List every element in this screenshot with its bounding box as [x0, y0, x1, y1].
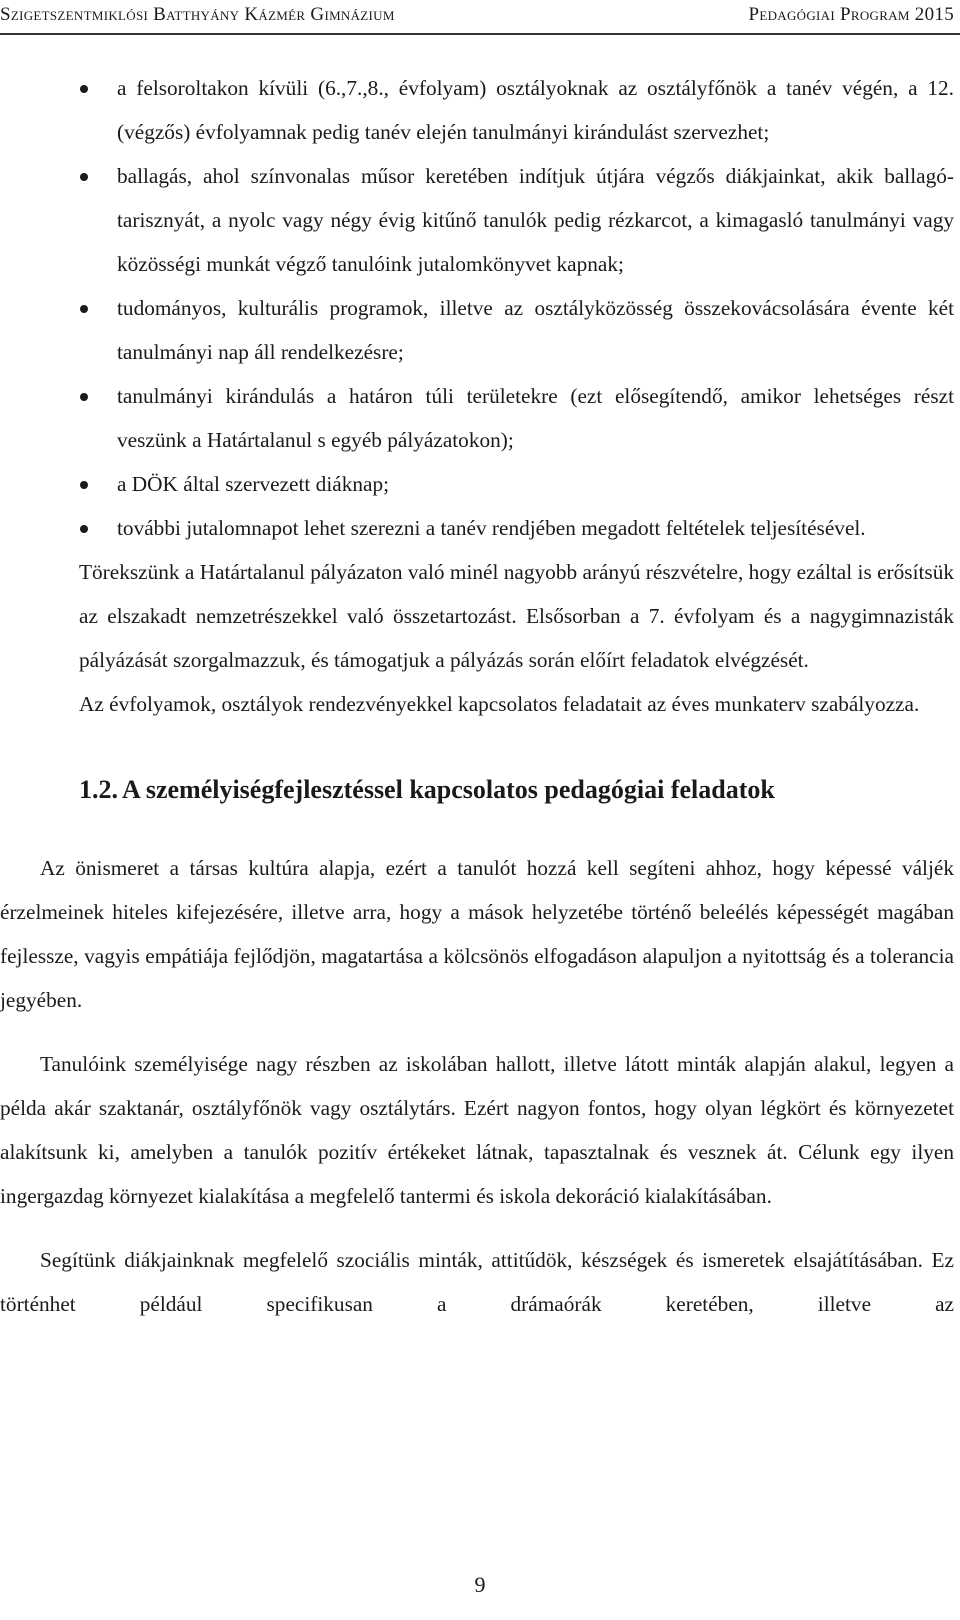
bullet-icon: [80, 173, 88, 181]
list-item-text: a DÖK által szervezett diáknap;: [117, 472, 390, 496]
bullet-icon: [80, 393, 88, 401]
section-body: [0, 846, 960, 1326]
list-item: [0, 506, 960, 550]
header-document-title: Pedagógiai Program 2015: [748, 4, 954, 25]
section-heading: [79, 768, 960, 812]
list-item: [0, 66, 960, 154]
bullet-icon: [80, 305, 88, 313]
paragraph: Törekszünk a Határtalanul pályázaton való minél nagyobb arányú részvételre, hogy ezáltal is erősítsük az elszakadt nemzetrészekkel való összetartozást. Elsősorban a 7. évfolyam és a nagygimnazisták pályázását szorgalmazzuk, és támogatjuk a pályázás során előírt feladatok elvégzését.: [79, 560, 954, 672]
bullet-list: [0, 66, 960, 550]
list-item-text: tudományos, kulturális programok, illetve az osztályközösség összekovácsolására évente két tanulmányi nap áll rendelkezésre;: [117, 296, 954, 364]
header-rule: [0, 33, 960, 35]
page-number: 9: [474, 1572, 486, 1597]
bullet-icon: [80, 85, 88, 93]
header-school-name: Szigetszentmiklósi Batthyány Kázmér Gimnázium: [0, 4, 395, 25]
section-title: A személyiségfejlesztéssel kapcsolatos pedagógiai feladatok: [122, 775, 775, 804]
list-item-text: tanulmányi kirándulás a határon túli területekre (ezt elősegítendő, amikor lehetséges részt veszünk a Határtalanul s egyéb pályázatokon);: [117, 384, 954, 452]
paragraph: Az önismeret a társas kultúra alapja, ezért a tanulót hozzá kell segíteni ahhoz, hogy képessé váljék érzelmeinek hiteles kifejezésére, illetve arra, hogy a mások helyzetébe történő beleélés képességét magában fejlessze, vagyis empátiája fejlődjön, magatartása a kölcsönös elfogadáson alapuljon a nyitottság és a tolerancia jegyében.: [0, 856, 954, 1012]
page-header: [0, 4, 960, 34]
list-item: [0, 286, 960, 374]
list-item: [0, 154, 960, 286]
section-number: 1.2.: [79, 775, 118, 804]
list-item: [0, 374, 960, 462]
list-item-text: további jutalomnapot lehet szerezni a tanév rendjében megadott feltételek teljesítésével.: [117, 516, 866, 540]
list-item-text: ballagás, ahol színvonalas műsor keretében indítjuk útjára végzős diákjainkat, akik ballagó-tarisznyát, a nyolc vagy négy évig kitűnő tanulók pedig rézkarcot, a kimagasló tanulmányi vagy közösségi munkát végző tanulóink jutalomkönyvet kapnak;: [117, 164, 954, 276]
list-item: [0, 462, 960, 506]
bullet-icon: [80, 525, 88, 533]
paragraph: Tanulóink személyisége nagy részben az iskolában hallott, illetve látott minták alapján alakul, legyen a példa akár szaktanár, osztályfőnök vagy osztálytárs. Ezért nagyon fontos, hogy olyan légkört és környezetet alakítsunk ki, amelyben a tanulók pozitív értékeket látnak, tapasztalnak és vesznek át. Célunk egy ilyen ingergazdag környezet kialakítása a megfelelő tantermi és iskola dekoráció kialakításában.: [0, 1052, 954, 1208]
list-item-text: a felsoroltakon kívüli (6.,7.,8., évfolyam) osztályoknak az osztályfőnök a tanév végén, a 12. (végzős) évfolyamnak pedig tanév elején tanulmányi kirándulást szervezhet;: [117, 76, 954, 144]
paragraph: Az évfolyamok, osztályok rendezvényekkel kapcsolatos feladatait az éves munkaterv szabályozza.: [79, 692, 920, 716]
paragraph: Segítünk diákjainknak megfelelő szociális minták, attitűdök, készségek és ismeretek elsajátításában. Ez történhet például specifikusan a drámaórák keretében, illetve az: [0, 1248, 954, 1316]
bullet-icon: [80, 481, 88, 489]
page-body: [0, 66, 960, 1346]
